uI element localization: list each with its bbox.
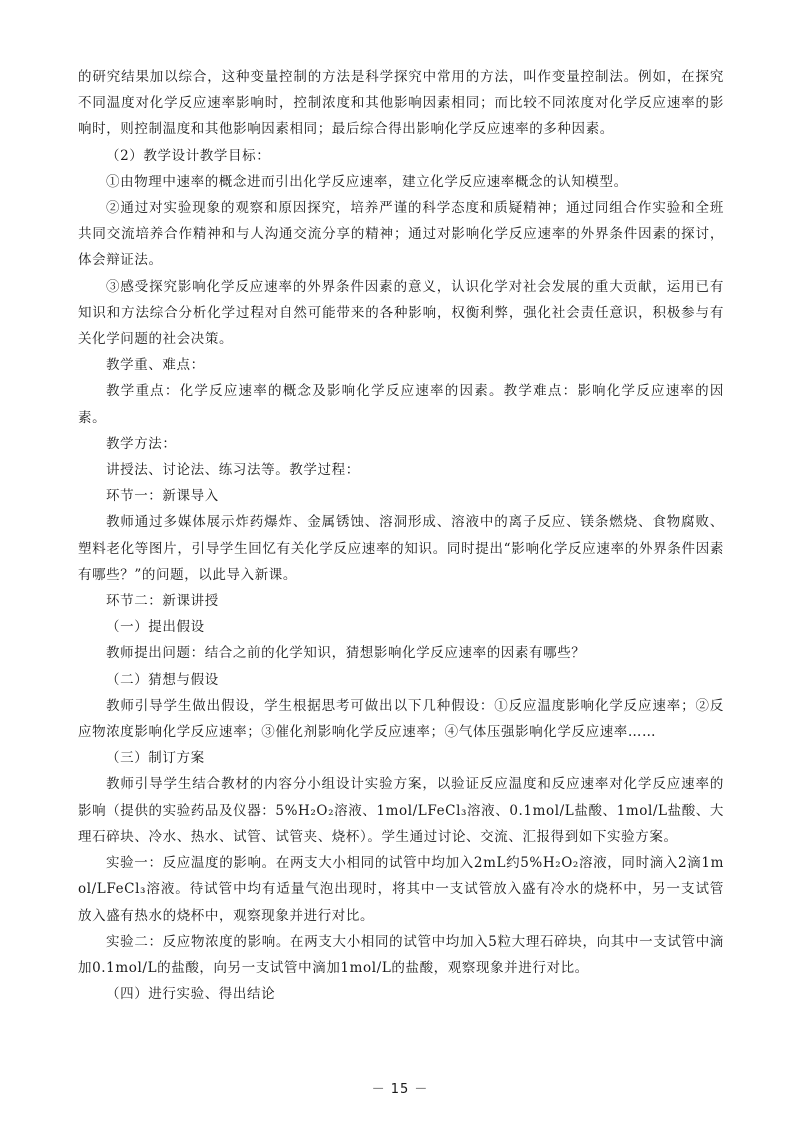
- page-number: － 15 －: [371, 1082, 429, 1097]
- paragraph: （一）提出假设: [106, 619, 205, 636]
- paragraph: ①由物理中速率的概念进而引出化学反应速率，建立化学反应速率概念的认知模型。: [106, 173, 628, 190]
- paragraph: 环节一：新课导入: [106, 488, 219, 505]
- paragraph: 实验一：反应温度的影响。在两支大小相同的试管中均加入2mL约5%H₂O₂溶液，同时滴入2滴1mol/LFeCl₃溶液。待试管中均有适量气泡出现时，将其中一支试管放入盛有冷水的烧杯中，另一支试管放入盛有热水的烧杯中，观察现象并进行对比。: [78, 855, 724, 924]
- paragraph: ②通过对实验现象的观察和原因探究，培养严谨的科学态度和质疑精神；通过同组合作实验和全班共同交流培养合作精神和与人沟通交流分享的精神；通过对影响化学反应速率的外界条件因素的探讨，体会辩证法。: [78, 200, 724, 269]
- paragraph: 教学重点：化学反应速率的概念及影响化学反应速率的因素。教学难点：影响化学反应速率的因素。: [78, 383, 724, 426]
- paragraph: 教学重、难点：: [106, 357, 205, 374]
- paragraph: （2）教学设计教学目标：: [106, 147, 271, 164]
- paragraph: （二）猜想与假设: [106, 671, 219, 688]
- paragraph: ③感受探究影响化学反应速率的外界条件因素的意义，认识化学对社会发展的重大贡献，运用已有知识和方法综合分析化学过程对自然可能带来的各种影响，权衡利弊，强化社会责任意识，积极参与有关化学问题的社会决策。: [78, 278, 724, 348]
- paragraph: 讲授法、讨论法、练习法等。教学过程：: [106, 462, 360, 479]
- paragraph: 教师通过多媒体展示炸药爆炸、金属锈蚀、溶洞形成、溶液中的离子反应、镁条燃烧、食物腐败、塑料老化等图片，引导学生回忆有关化学反应速率的知识。同时提出“影响化学反应速率的外界条件因素有哪些？”的问题，以此导入新课。: [78, 514, 724, 583]
- paragraph: 环节二：新课讲授: [106, 593, 219, 610]
- paragraph: 教师引导学生做出假设，学生根据思考可做出以下几种假设：①反应温度影响化学反应速率；②反应物浓度影响化学反应速率；③催化剂影响化学反应速率；④气体压强影响化学反应速率……: [78, 697, 724, 741]
- paragraph: （四）进行实验、得出结论: [106, 986, 276, 1003]
- paragraph: 的研究结果加以综合，这种变量控制的方法是科学探究中常用的方法，叫作变量控制法。例如，在探究不同温度对化学反应速率影响时，控制浓度和其他影响因素相同；而比较不同浓度对化学反应速率的影响时，则控制温度和其他影响因素相同；最后综合得出影响化学反应速率的多种因素。: [78, 69, 724, 138]
- paragraph: 实验二：反应物浓度的影响。在两支大小相同的试管中均加入5粒大理石碎块，向其中一支试管中滴加0.1mol/L的盐酸，向另一支试管中滴加1mol/L的盐酸，观察现象并进行对比。: [78, 933, 724, 976]
- paragraph: 教学方法：: [106, 435, 177, 452]
- paragraph: 教师引导学生结合教材的内容分小组设计实验方案，以验证反应温度和反应速率对化学反应速率的影响（提供的实验药品及仪器：5%H₂O₂溶液、1mol/LFeCl₃溶液、0.1mol/L盐酸、1mol/L盐酸、大理石碎块、冷水、热水、试管、试管夹、烧杯）。学生通过讨论、交流、汇报得到如下实验方案。: [78, 776, 724, 845]
- paragraph: （三）制订方案: [106, 750, 205, 767]
- paragraph: 教师提出问题：结合之前的化学知识，猜想影响化学反应速率的因素有哪些？: [106, 645, 586, 662]
- body-text: [78, 64, 724, 1007]
